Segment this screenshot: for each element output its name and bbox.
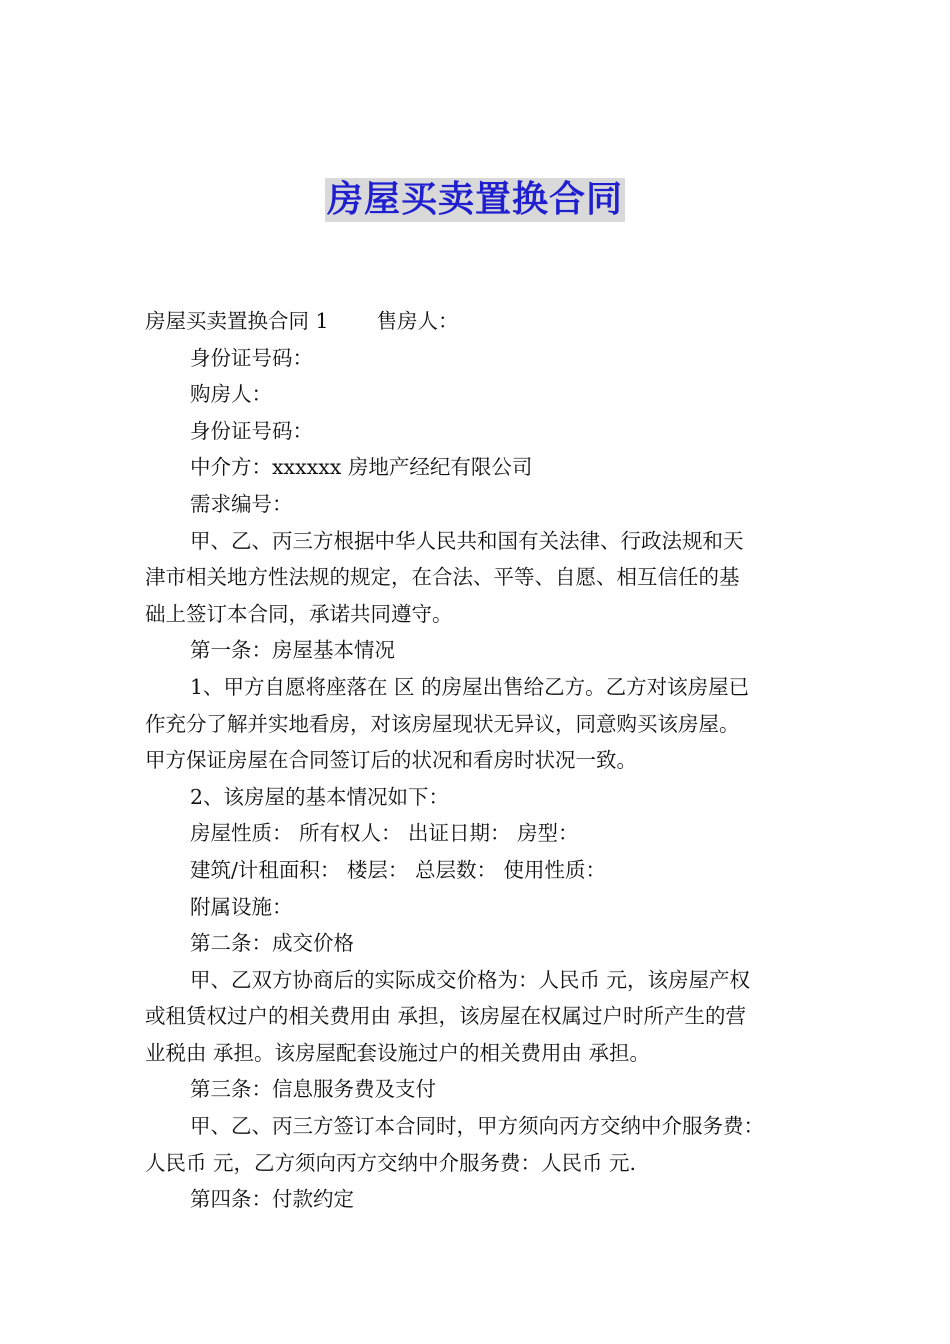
line-text: 业税由 承担。该房屋配套设施过户的相关费用由 承担。 [145,1040,651,1065]
text-line [145,1145,810,1182]
text-line [145,742,810,779]
text-line [145,376,810,413]
line-text: 甲、乙、丙三方根据中华人民共和国有关法律、行政法规和天 [190,528,744,553]
text-line [145,962,810,999]
line-text: 房屋买卖置换合同 1 [145,309,329,333]
text-line [145,889,810,926]
line-text: 购房人： [190,382,272,407]
line-text: 津市相关地方性法规的规定，在合法、平等、自愿、相互信任的基 [145,565,740,590]
text-line [145,1071,810,1108]
text-line [145,852,810,889]
text-line [145,669,810,706]
line-text: 第四条：付款约定 [190,1187,354,1212]
text-line [145,413,810,450]
title-wrap [0,178,950,222]
line-text: 第三条：信息服务费及支付 [190,1077,436,1102]
line-text: 第一条：房屋基本情况 [190,638,395,663]
text-line [145,815,810,852]
line-text: 甲方保证房屋在合同签订后的状况和看房时状况一致。 [145,748,637,773]
line-text: 中介方：xxxxxx 房地产经纪有限公司 [190,455,533,480]
text-line [145,559,810,596]
text-line [145,486,810,523]
seller-label: 售房人： [376,309,459,333]
text-line [145,340,810,377]
line-text: 甲、乙、丙三方签订本合同时，甲方须向丙方交纳中介服务费： [190,1114,764,1139]
line-text: 房屋性质： 所有权人： 出证日期： 房型： [190,821,579,846]
line-text: 人民币 元，乙方须向丙方交纳中介服务费：人民币 元. [145,1150,637,1175]
text-line [145,998,810,1035]
line-text: 第二条：成交价格 [190,931,354,956]
line-text: 或租赁权过户的相关费用由 承担，该房屋在权属过户时所产生的营 [145,1004,747,1029]
line-text: 1、甲方自愿将座落在 区 的房屋出售给乙方。乙方对该房屋已 [190,674,750,699]
line-text: 身份证号码： [190,345,313,370]
text-line [145,523,810,560]
text-line [145,779,810,816]
text-line [145,632,810,669]
text-line [145,449,810,486]
line-text: 础上签订本合同，承诺共同遵守。 [145,601,453,626]
text-line [145,925,810,962]
text-line [145,1035,810,1072]
line-text: 作充分了解并实地看房，对该房屋现状无异议，同意购买该房屋。 [145,711,740,736]
line-text: 附属设施： [190,894,293,919]
document-body [145,303,810,1218]
text-line [145,596,810,633]
line-text: 建筑/计租面积： 楼层： 总层数： 使用性质： [190,857,606,882]
line-text: 甲、乙双方协商后的实际成交价格为：人民币 元，该房屋产权 [190,967,751,992]
text-line [145,303,810,340]
text-line [145,706,810,743]
text-line [145,1181,810,1218]
line-text: 需求编号： [190,491,293,516]
text-line [145,1108,810,1145]
line-text: 身份证号码： [190,418,313,443]
line-text: 2、该房屋的基本情况如下： [190,784,450,809]
document-title: 房屋买卖置换合同 [326,179,623,220]
